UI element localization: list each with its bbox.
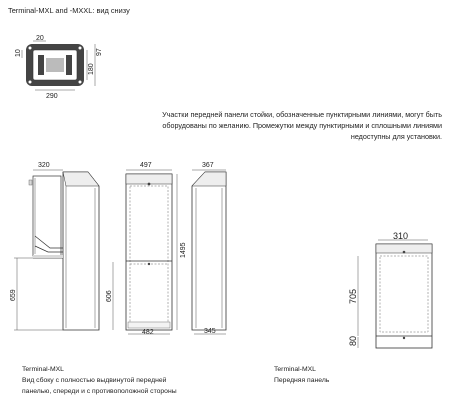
side-view xyxy=(10,162,99,330)
dim-bottom-10: 10 xyxy=(15,49,22,57)
dim-front-482: 482 xyxy=(142,329,154,336)
front-cabinet-body xyxy=(126,174,172,330)
front-base xyxy=(128,322,170,328)
bottom-view-screw xyxy=(79,81,82,84)
dim-bottom-97: 97 xyxy=(96,48,103,56)
note-line-2: оборудованы по желанию. Промежутки между пунктирными и сплошными линиями xyxy=(162,121,442,130)
note-line-1: Участки передней панели стойки, обозначенные пунктирными линиями, могут быть xyxy=(162,110,442,119)
side-cabinet-top xyxy=(63,172,99,186)
dim-side-320: 320 xyxy=(38,162,50,169)
caption-right-line-2: Передняя панель xyxy=(274,377,330,384)
dim-side-659: 659 xyxy=(10,289,17,301)
front-view xyxy=(106,162,187,336)
panel-lock xyxy=(403,251,406,254)
dim-front-606: 606 xyxy=(106,290,113,302)
note-line-3: недоступны для установки. xyxy=(350,132,442,141)
dim-panel-310: 310 xyxy=(393,231,409,241)
dim-panel-80: 80 xyxy=(348,335,358,346)
opposite-side-view xyxy=(192,162,226,335)
caption-left-line-3: панелью, спереди и с противоположной стороны xyxy=(22,388,177,395)
bottom-view-screw xyxy=(29,81,32,84)
caption-right-title: Terminal-MXL xyxy=(274,366,316,373)
bottom-view-center-plate xyxy=(46,58,64,72)
front-cabinet-top xyxy=(126,174,172,184)
dim-front-497: 497 xyxy=(140,162,152,169)
side-shelf-plate xyxy=(33,255,63,258)
bottom-view xyxy=(15,35,103,100)
side-front-panel xyxy=(33,176,61,256)
dim-bottom-180: 180 xyxy=(88,63,95,75)
front-lock xyxy=(148,183,151,186)
opposite-cabinet-top xyxy=(192,172,226,186)
front-screw xyxy=(148,263,150,265)
dim-panel-705: 705 xyxy=(348,288,358,304)
bottom-view-left-rail xyxy=(38,55,44,75)
bottom-view-right-rail xyxy=(66,55,72,75)
dim-bottom-20: 20 xyxy=(36,35,44,42)
front-panel-view xyxy=(348,231,432,348)
dim-front-1495: 1495 xyxy=(180,242,187,258)
side-handle xyxy=(29,180,32,185)
caption-left-title: Terminal-MXL xyxy=(22,366,64,373)
side-cabinet-body xyxy=(63,172,99,330)
side-hinge-arm xyxy=(35,236,63,248)
opposite-cabinet-body xyxy=(192,172,226,330)
panel-screw xyxy=(403,337,405,339)
bottom-view-screw xyxy=(29,47,32,50)
bottom-view-screw xyxy=(79,47,82,50)
dim-bottom-290: 290 xyxy=(46,93,58,100)
dim-back-367: 367 xyxy=(202,162,214,169)
panel-frame xyxy=(376,244,432,348)
diagram-title: Terminal-MXL and -MXXL: вид снизу xyxy=(8,6,130,15)
caption-left-line-2: Вид сбоку с полностью выдвинутой передней xyxy=(22,377,167,384)
dim-back-345: 345 xyxy=(204,328,216,335)
